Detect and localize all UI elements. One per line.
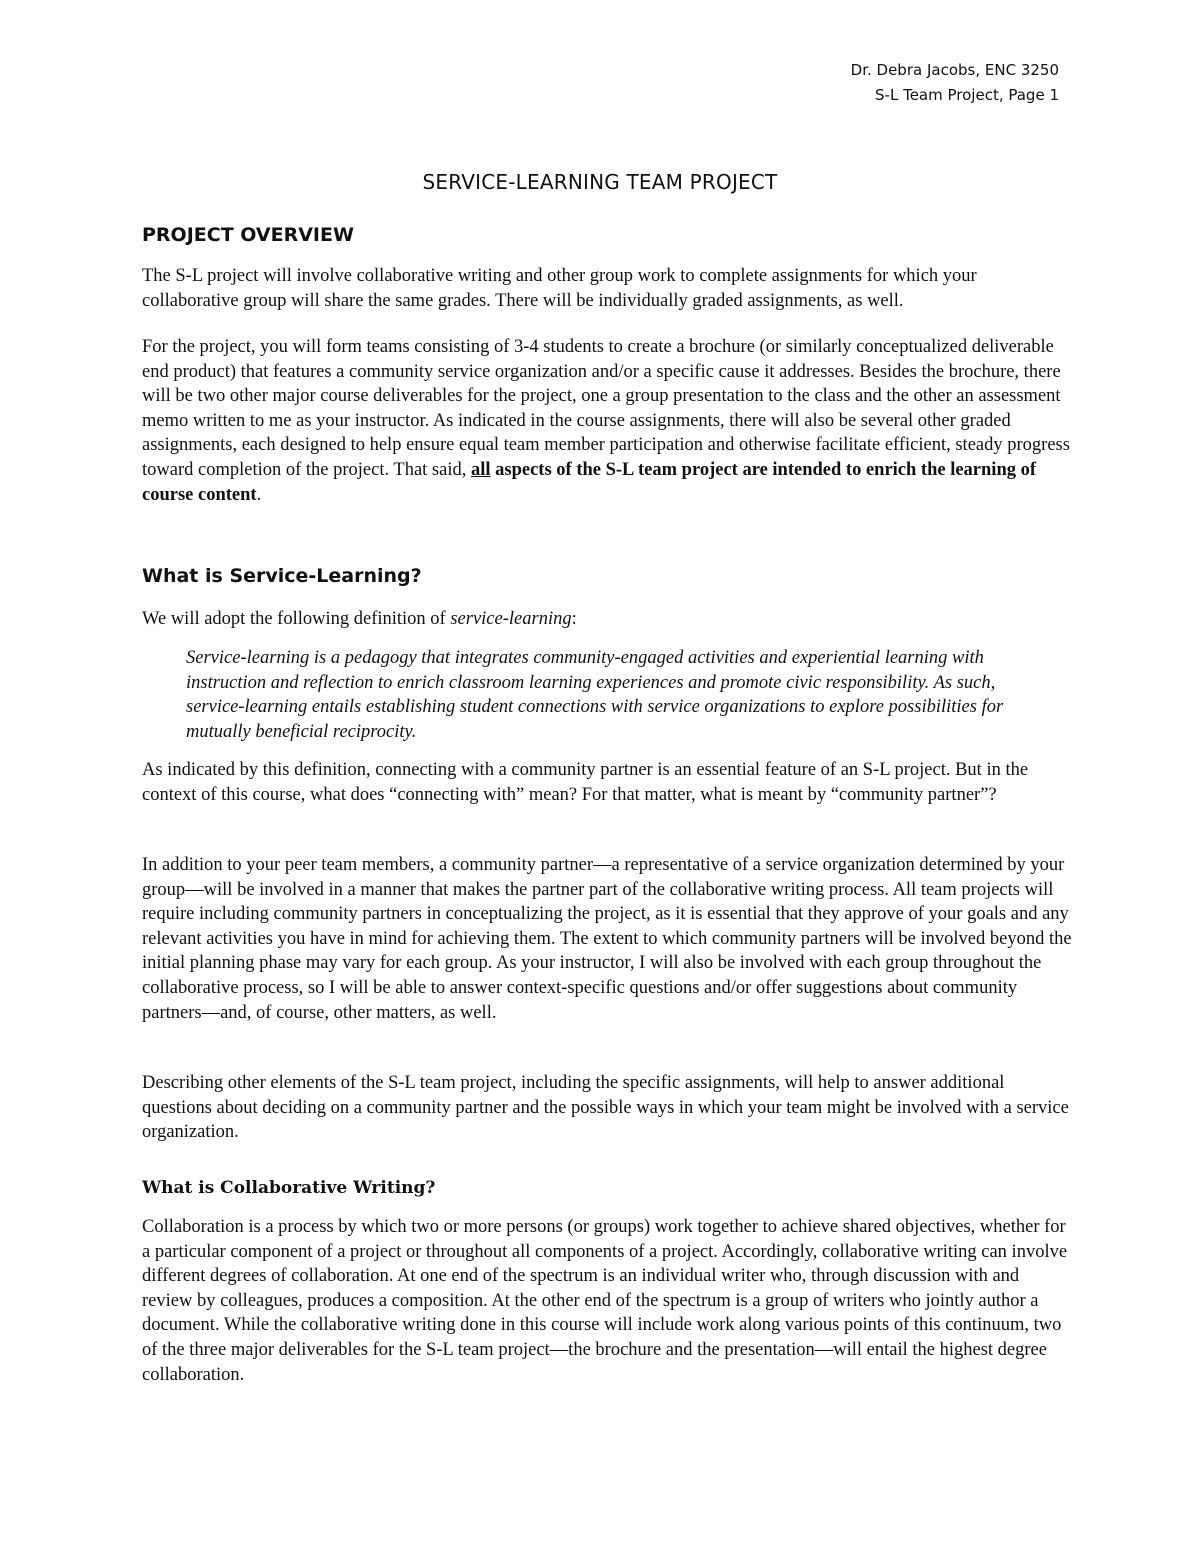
definition-intro-term: service-learning (450, 609, 572, 629)
heading-project-overview: PROJECT OVERVIEW (142, 224, 354, 246)
paragraph-definition-intro (142, 607, 1072, 632)
paragraph-collaborative-1: Collaboration is a process by which two or more persons (or groups) work together to achieve shared objectives, whether for a particular component of a project or throughout all components of a project. Accordingly, collaborative writing can involve different degrees of collaboration. At one end of the spectrum is an individual writer who, through discussion with and review by colleagues, produces a composition. At the other end of the spectrum is a group of writers who jointly author a document. While the collaborative writing done in this course will include work along various points of this continuum, two of the three major deliverables for the S-L team project—the brochure and the presentation—will entail the highest degree collaboration. (142, 1217, 1068, 1385)
definition-block-quote: Service-learning is a pedagogy that integrates community-engaged activities and experiential learning with instruction and reflection to enrich classroom learning experiences and promote civic responsibility. As such, service-learning entails establishing student connections with service organizations to explore possibilities for mutually beneficial reciprocity. (186, 648, 1004, 742)
paragraph-service-learning-1: As indicated by this definition, connecting with a community partner is an essential feature of an S-L project. But in the context of this course, what does “connecting with” mean? For that matter, what is meant by “community partner”? (142, 760, 1029, 805)
document-title: SERVICE-LEARNING TEAM PROJECT (422, 170, 778, 194)
paragraph-service-learning-2: In addition to your peer team members, a community partner—a representative of a service organization determined by your group—will be involved in a manner that makes the partner part of the collaborative writing process. All team projects will require including community partners in conceptualizing the project, as it is essential that they approve of your goals and any relevant activities you have in mind for achieving them. The extent to which community partners will be involved beyond the initial planning phase may vary for each group. As your instructor, I will also be involved with each group throughout the collaborative process, so I will be able to answer context-specific questions and/or offer suggestions about community partners—and, of course, other matters, as well. (142, 855, 1072, 1023)
paragraph-overview-1: The S-L project will involve collaborative writing and other group work to complete assignments for which your collaborative group will share the same grades. There will be individually graded assignments, as well. (142, 266, 977, 311)
definition-intro-text: We will adopt the following definition of (142, 609, 451, 629)
definition-intro-end: : (571, 609, 577, 629)
overview-2-text: For the project, you will form teams consisting of 3-4 students to create a brochure (or similarly conceptualized deliverable end product) that features a community service organization and/or a specific cause it addresses. Besides the brochure, there will be two other major course deliverables for the project, one a group presentation to the class and the other an assessment memo written to me as your instructor. As indicated in the course assignments, there will also be several other graded assignments, each designed to help ensure equal team member participation and otherwise facilitate efficient, steady progress toward completion of the project. That said, (142, 337, 1070, 480)
header-page-label: S-L Team Project, Page 1 (875, 86, 1059, 104)
heading-what-is-collaborative-writing: What is Collaborative Writing? (142, 1178, 436, 1198)
overview-2-emphasis: aspects of the S-L team project are intended to enrich the learning of course content (142, 459, 1037, 505)
page-header (851, 58, 1059, 108)
paragraph-overview-2 (142, 335, 1072, 507)
overview-2-emphasis-all: all (470, 459, 491, 480)
header-author-course: Dr. Debra Jacobs, ENC 3250 (850, 61, 1059, 79)
overview-2-end: . (256, 484, 262, 505)
heading-what-is-service-learning: What is Service-Learning? (142, 565, 422, 587)
paragraph-service-learning-3: Describing other elements of the S-L team project, including the specific assignments, will help to answer additional questions about deciding on a community partner and the possible ways in which your team might be involved with a service organization. (142, 1073, 1069, 1143)
